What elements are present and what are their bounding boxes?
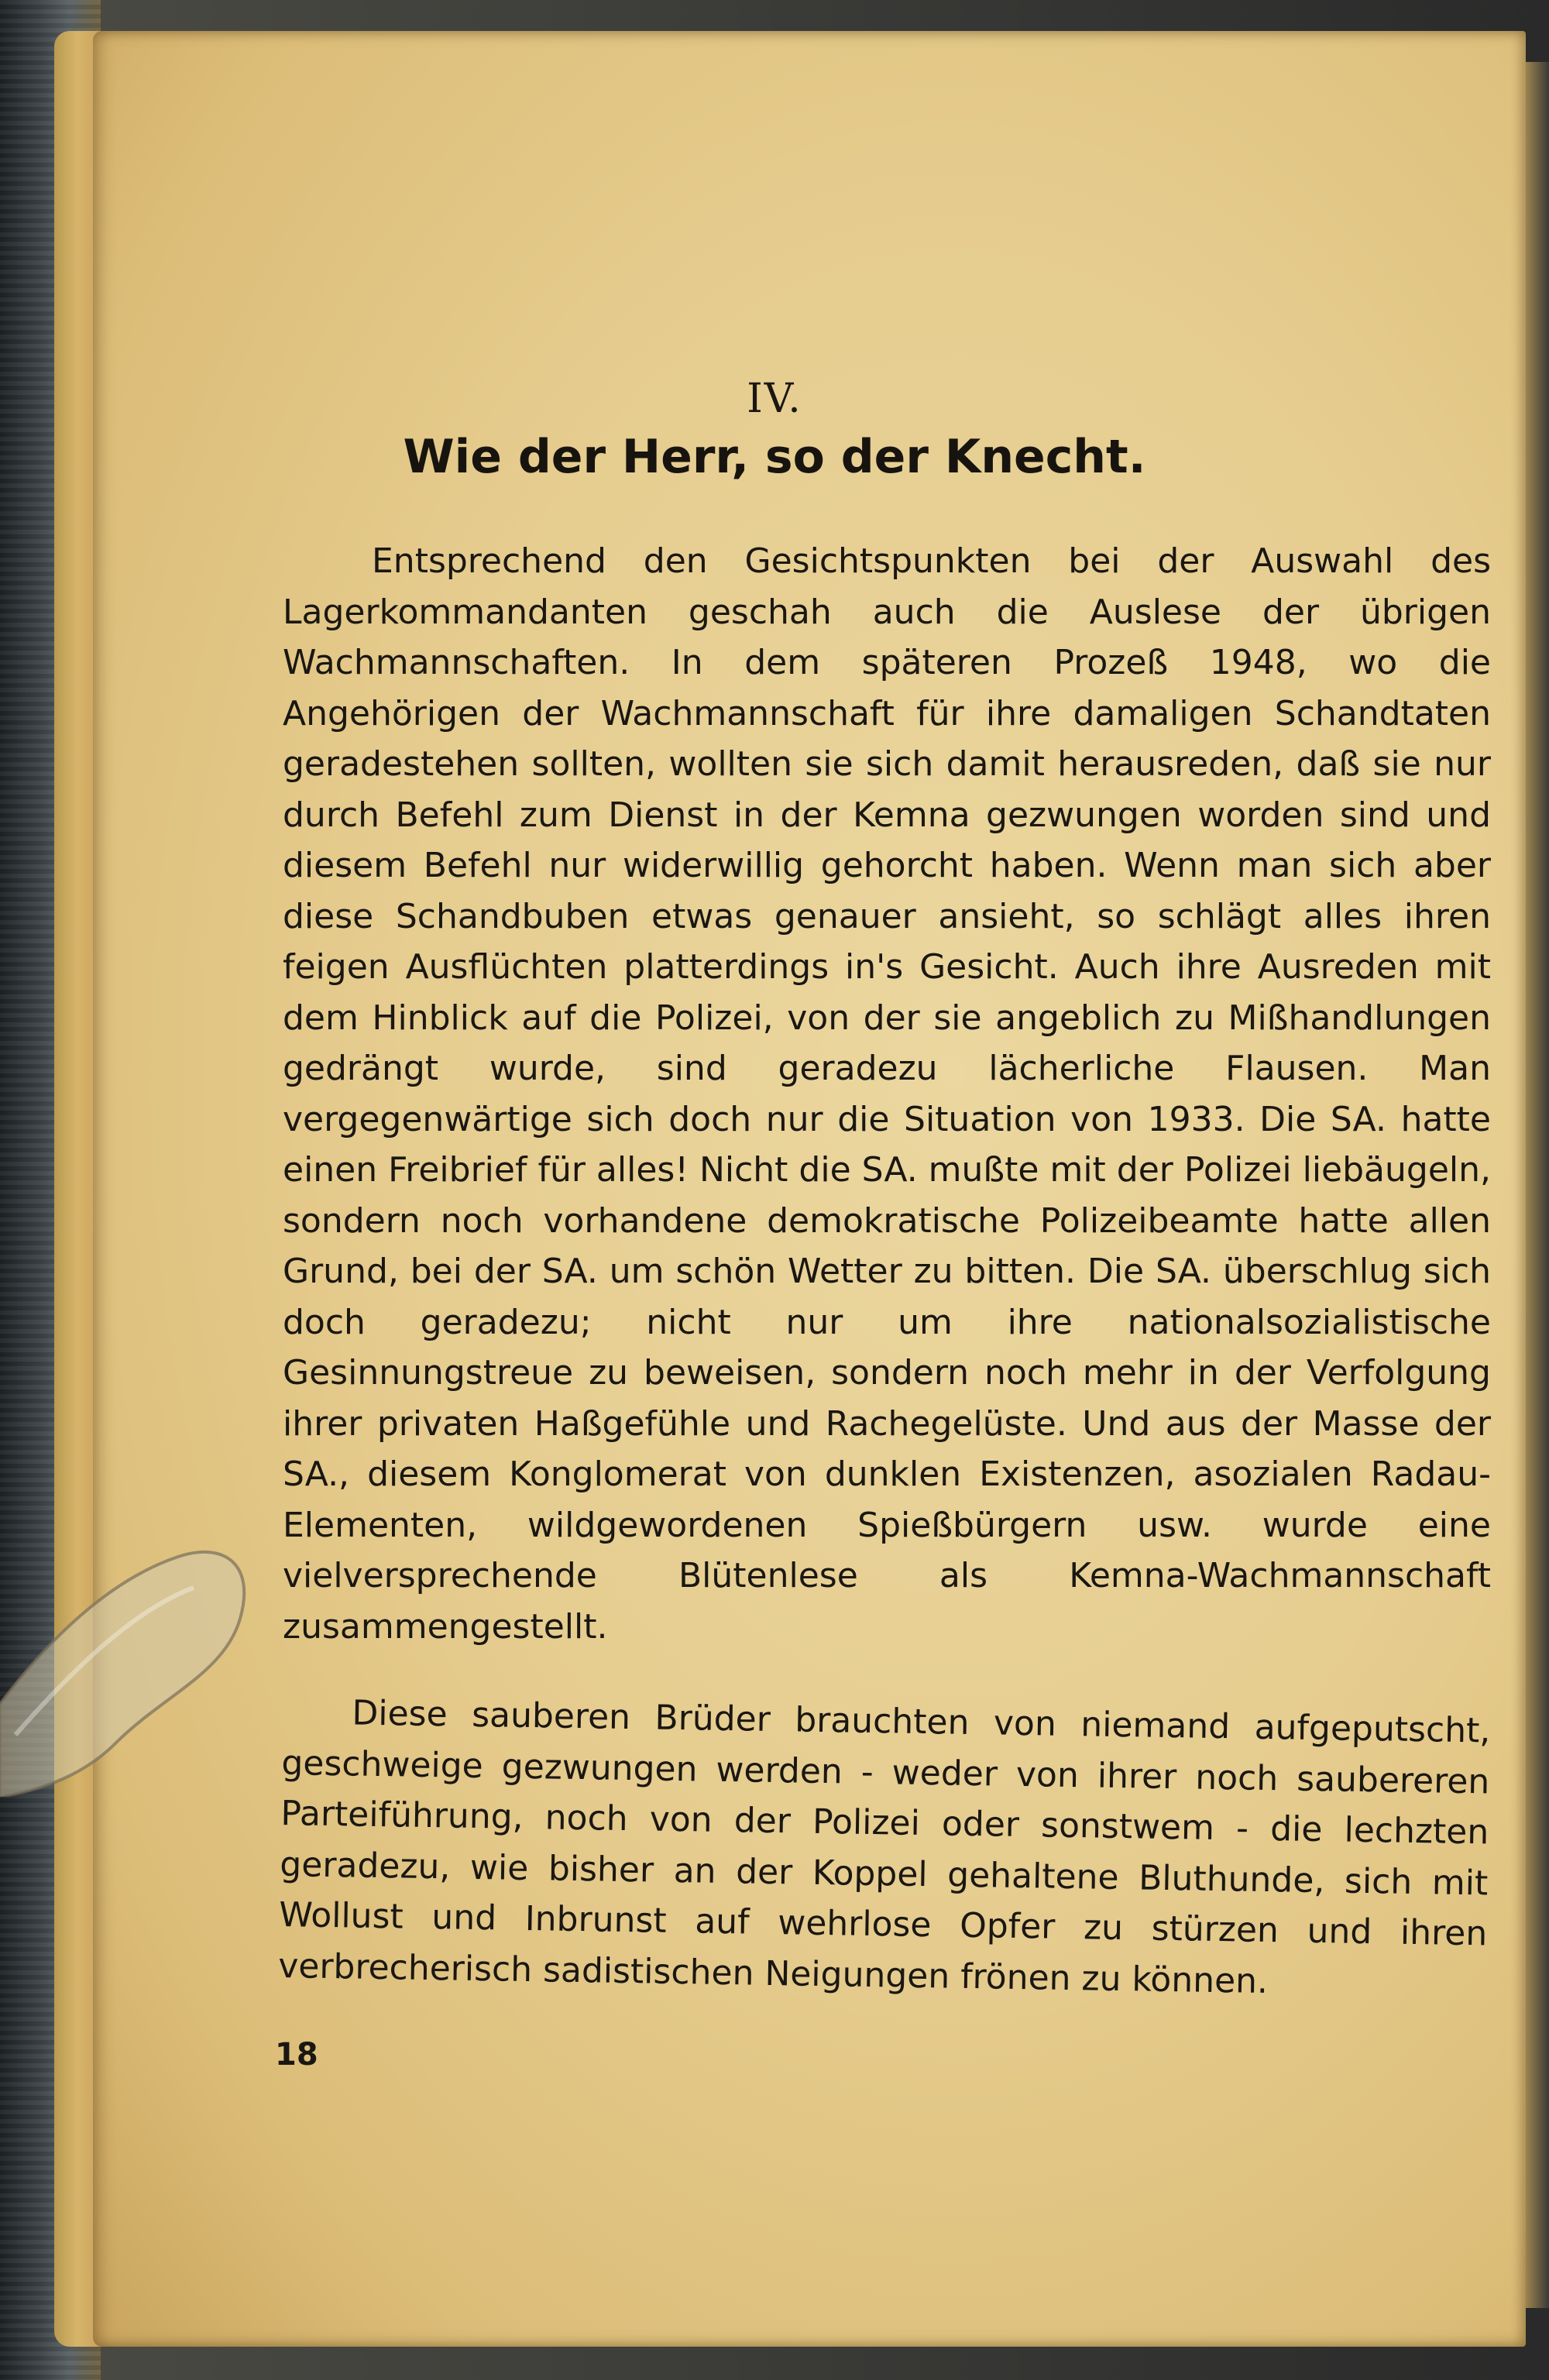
page-number: 18: [275, 2037, 318, 2073]
bookmark-ribbon: [0, 1441, 263, 1797]
chapter-title: Wie der Herr, so der Knecht.: [403, 430, 1146, 484]
chapter-number: IV.: [747, 376, 802, 422]
paragraph-2: Diese sauberen Brüder brauchten von niemand aufgeputscht, geschweige gezwungen werden - weder von ihrer noch saubereren Parteiführung, noch von der Polizei oder sonstwem - die lechzten geradezu, wie bisher an der Koppel gehaltene Bluthunde, sich mit Wollust und Inbrunst auf wehrlose Opfer zu stürzen und ihren verbrecherisch sadistischen Neigungen frönen zu können.: [277, 1693, 1491, 2001]
paragraph-1: Entsprechend den Gesichtspunkten bei der Auswahl des Lagerkommandanten geschah auch die Auslese der übrigen Wachmannschaften. In dem späteren Prozeß 1948, wo die Angehörigen der Wachmannschaft für ihre damaligen Schandtaten geradestehen sollten, wollten sie sich damit herausreden, daß sie nur durch Befehl zum Dienst in der Kemna gezwungen worden sind und diesem Befehl nur widerwillig gehorcht haben. Wenn man sich aber diese Schandbuben etwas genauer ansieht, so schlägt alles ihren feigen Ausflüchten platterdings in's Gesicht. Auch ihre Ausreden mit dem Hinblick auf die Polizei, von der sie angeblich zu Mißhandlungen gedrängt wurde, sind geradezu lächerliche Flausen. Man vergegenwärtige sich doch nur die Situation von 1933. Die SA. hatte einen Freibrief für alles! Nicht die SA. mußte mit der Polizei liebäugeln, sondern noch vorhandene demokratische Polizeibeamte hatte allen Grund, bei der SA. um schön Wetter zu bitten. Die SA. überschlug sich doch geradezu; nicht nur um ihre nationalsozialistische Gesinnungstreue zu beweisen, sondern noch mehr in der Verfolgung ihrer privaten Haßgefühle und Rachegelüste. Und aus der Masse der SA., diesem Konglomerat von dunklen Existenzen, asozialen Radau-Elementen, wildgewordenen Spießbürgern usw. wurde eine vielversprechende Blütenlese als Kemna-Wachmannschaft zusammengestellt.: [283, 541, 1491, 1647]
